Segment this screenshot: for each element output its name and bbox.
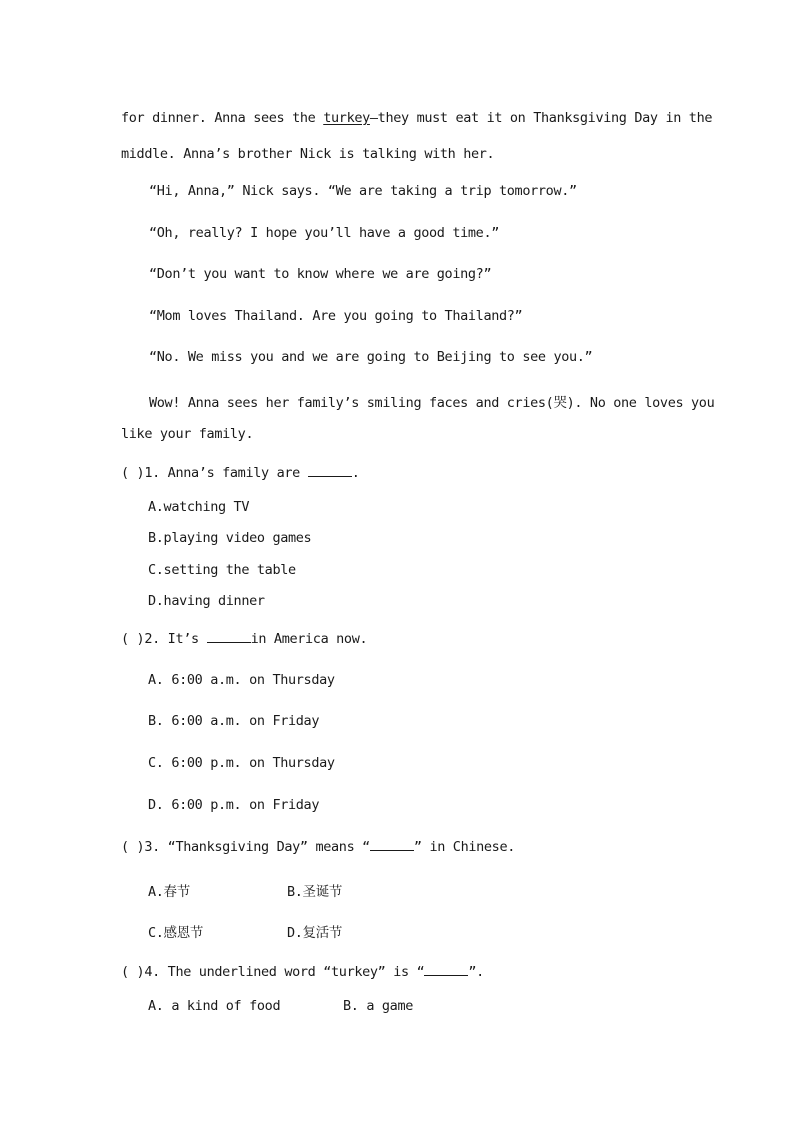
question-2-stem <box>121 630 367 647</box>
question-2-option-c: C. 6:00 p.m. on Thursday <box>148 755 335 771</box>
answer-bracket[interactable]: ( ) <box>121 465 145 481</box>
question-1-text-end: . <box>351 465 360 481</box>
question-2-text-end: in America now. <box>250 631 368 647</box>
question-4-option-a: A. a kind of food <box>148 998 281 1014</box>
passage-line-1 <box>121 110 712 126</box>
answer-blank <box>308 464 352 477</box>
question-1-stem <box>121 464 359 481</box>
answer-bracket[interactable]: ( ) <box>121 964 145 980</box>
passage-line-1-pre: for dinner. Anna sees the <box>121 110 324 126</box>
question-1-text: 1. Anna’s family are <box>144 465 308 481</box>
passage-line-1-post: —they must eat it on Thanksgiving Day in the <box>369 110 713 126</box>
underlined-word-turkey: turkey <box>323 110 370 126</box>
dialog-line-3: “Don’t you want to know where we are going?” <box>149 266 492 282</box>
answer-blank <box>424 963 468 976</box>
question-3-stem <box>121 838 515 855</box>
dialog-line-1: “Hi, Anna,” Nick says. “We are taking a trip tomorrow.” <box>149 183 577 199</box>
closing-line-1: Wow! Anna sees her family’s smiling faces and cries(哭). No one loves you <box>149 395 715 411</box>
answer-blank <box>370 838 414 851</box>
question-4-text: 4. The underlined word “turkey” is “ <box>144 964 425 980</box>
question-1-option-c: C.setting the table <box>148 562 296 578</box>
question-3-option-b: B.圣诞节 <box>287 884 343 900</box>
question-1-option-a: A.watching TV <box>148 499 250 515</box>
dialog-line-2: “Oh, really? I hope you’ll have a good time.” <box>149 225 499 241</box>
answer-bracket[interactable]: ( ) <box>121 631 145 647</box>
question-2-option-a: A. 6:00 a.m. on Thursday <box>148 672 335 688</box>
question-3-text-end: ” in Chinese. <box>413 839 516 855</box>
question-3-option-d: D.复活节 <box>287 925 343 941</box>
dialog-line-4: “Mom loves Thailand. Are you going to Thailand?” <box>149 308 523 324</box>
question-3-option-a: A.春节 <box>148 884 190 900</box>
question-1-option-d: D.having dinner <box>148 593 265 609</box>
question-4-option-b: B. a game <box>343 998 413 1014</box>
answer-blank <box>207 630 251 643</box>
question-4-stem <box>121 963 484 980</box>
question-1-option-b: B.playing video games <box>148 530 312 546</box>
closing-line-2: like your family. <box>121 426 254 442</box>
question-3-text: 3. “Thanksgiving Day” means “ <box>144 839 370 855</box>
answer-bracket[interactable]: ( ) <box>121 839 145 855</box>
question-2-text: 2. It’s <box>144 631 207 647</box>
question-2-option-d: D. 6:00 p.m. on Friday <box>148 797 320 813</box>
dialog-line-5: “No. We miss you and we are going to Beijing to see you.” <box>149 349 593 365</box>
question-2-option-b: B. 6:00 a.m. on Friday <box>148 713 320 729</box>
question-3-option-c: C.感恩节 <box>148 925 204 941</box>
passage-line-2: middle. Anna’s brother Nick is talking with her. <box>121 146 495 162</box>
question-4-text-end: ”. <box>468 964 484 980</box>
